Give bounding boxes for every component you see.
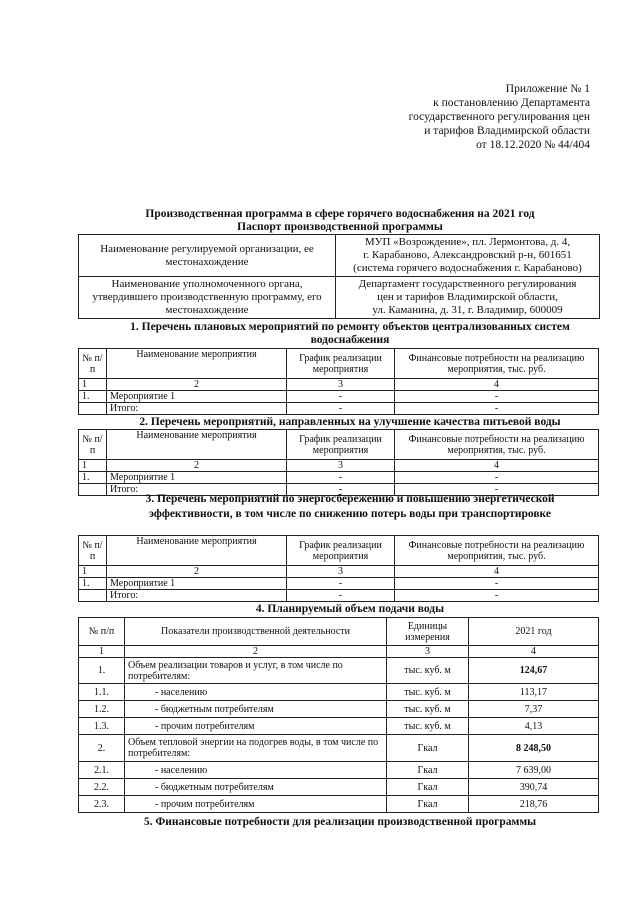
passport-row-org bbox=[79, 235, 600, 277]
row-value: 113,17 bbox=[469, 684, 599, 701]
section-3-title-line-1: 3. Перечень мероприятий по энергосбережению и повышению энергетической bbox=[145, 493, 555, 505]
passport-title: Паспорт производственной программы bbox=[237, 221, 443, 233]
row-num: 1. bbox=[79, 391, 107, 403]
row-num: 2. bbox=[79, 735, 125, 762]
row-value: 218,76 bbox=[469, 796, 599, 813]
total-schedule: - bbox=[287, 403, 395, 415]
row-num: 1. bbox=[79, 578, 107, 590]
row-schedule: - bbox=[287, 391, 395, 403]
row-num: 1. bbox=[79, 658, 125, 684]
row-value: 7 639,00 bbox=[469, 762, 599, 779]
total-row bbox=[79, 403, 599, 415]
col-number: 3 bbox=[287, 566, 395, 578]
col-number: 4 bbox=[395, 566, 599, 578]
col-number: 2 bbox=[107, 460, 287, 472]
header-schedule: График реализации мероприятия bbox=[287, 536, 395, 566]
passport-org-value bbox=[336, 235, 600, 277]
table-row bbox=[79, 735, 599, 762]
table-header-row bbox=[79, 536, 599, 566]
row-value: 4,13 bbox=[469, 718, 599, 735]
row-unit: тыс. куб. м bbox=[387, 658, 469, 684]
column-number-row bbox=[79, 379, 599, 391]
total-finance: - bbox=[395, 484, 599, 496]
program-title: Производственная программа в сфере горячего водоснабжения на 2021 год bbox=[145, 208, 535, 220]
col-number: 3 bbox=[387, 646, 469, 658]
row-indicator: - прочим потребителям bbox=[125, 796, 387, 813]
header-finance: Финансовые потребности на реализацию мероприятия, тыс. руб. bbox=[395, 536, 599, 566]
table-row bbox=[79, 701, 599, 718]
row-num: 2.1. bbox=[79, 762, 125, 779]
total-label: Итого: bbox=[107, 484, 287, 496]
table-row bbox=[79, 684, 599, 701]
row-value: 390,74 bbox=[469, 779, 599, 796]
row-indicator: Объем тепловой энергии на подогрев воды, в том числе по потребителям: bbox=[125, 735, 387, 762]
row-unit: Гкал bbox=[387, 779, 469, 796]
header-indicator: Показатели производственной деятельности bbox=[125, 618, 387, 646]
row-indicator: Объем реализации товаров и услуг, в том числе по потребителям: bbox=[125, 658, 387, 684]
col-number: 2 bbox=[107, 566, 287, 578]
org-value-line: (система горячего водоснабжения г. Карабаново) bbox=[353, 262, 582, 274]
column-number-row bbox=[79, 460, 599, 472]
header-finance: Финансовые потребности на реализацию мероприятия, тыс. руб. bbox=[395, 430, 599, 460]
auth-value-line: цен и тарифов Владимирской области, bbox=[377, 291, 558, 303]
header-name: Наименование мероприятия bbox=[107, 430, 287, 460]
row-name: Мероприятие 1 bbox=[107, 578, 287, 590]
header-schedule: График реализации мероприятия bbox=[287, 349, 395, 379]
col-number: 3 bbox=[287, 460, 395, 472]
passport-auth-label: Наименование уполномоченного органа, утвердившего производственную программу, его местонахождение bbox=[79, 277, 336, 319]
header-name: Наименование мероприятия bbox=[107, 349, 287, 379]
table-row bbox=[79, 472, 599, 484]
appendix-line: государственного регулирования цен bbox=[408, 111, 590, 123]
total-label: Итого: bbox=[107, 590, 287, 602]
col-number: 1 bbox=[79, 460, 107, 472]
row-unit: тыс. куб. м bbox=[387, 718, 469, 735]
row-finance: - bbox=[395, 578, 599, 590]
row-value: 8 248,50 bbox=[469, 735, 599, 762]
col-number: 2 bbox=[125, 646, 387, 658]
header-num: № п/п bbox=[79, 430, 107, 460]
row-num: 1.1. bbox=[79, 684, 125, 701]
total-num-empty bbox=[79, 403, 107, 415]
table-row bbox=[79, 658, 599, 684]
section-2-title: 2. Перечень мероприятий, направленных на улучшение качества питьевой воды bbox=[139, 416, 561, 428]
header-name: Наименование мероприятия bbox=[107, 536, 287, 566]
passport-table bbox=[78, 234, 600, 319]
section-1-title: 1. Перечень плановых мероприятий по ремонту объектов централизованных систем водоснабжения bbox=[130, 321, 570, 346]
total-finance: - bbox=[395, 590, 599, 602]
table-row bbox=[79, 718, 599, 735]
row-value: 124,67 bbox=[469, 658, 599, 684]
row-indicator: - бюджетным потребителям bbox=[125, 779, 387, 796]
total-row bbox=[79, 590, 599, 602]
header-year: 2021 год bbox=[469, 618, 599, 646]
row-num: 1.2. bbox=[79, 701, 125, 718]
row-unit: Гкал bbox=[387, 796, 469, 813]
section-1-table bbox=[78, 348, 599, 415]
row-schedule: - bbox=[287, 472, 395, 484]
section-2-table bbox=[78, 429, 599, 496]
header-num: № п/п bbox=[79, 618, 125, 646]
header-schedule: График реализации мероприятия bbox=[287, 430, 395, 460]
appendix-line: Приложение № 1 bbox=[505, 83, 590, 95]
table-header-row bbox=[79, 349, 599, 379]
table-row bbox=[79, 779, 599, 796]
section-3-title-line-2: эффективности, в том числе по снижению потерь воды при транспортировке bbox=[149, 508, 551, 520]
row-indicator: - прочим потребителям bbox=[125, 718, 387, 735]
passport-auth-value bbox=[336, 277, 600, 319]
appendix-block bbox=[380, 82, 590, 152]
table-row bbox=[79, 762, 599, 779]
auth-value-line: ул. Каманина, д. 31, г. Владимир, 600009 bbox=[372, 304, 563, 316]
col-number: 1 bbox=[79, 566, 107, 578]
header-finance: Финансовые потребности на реализацию мероприятия, тыс. руб. bbox=[395, 349, 599, 379]
col-number: 4 bbox=[395, 460, 599, 472]
appendix-line: от 18.12.2020 № 44/404 bbox=[476, 139, 590, 151]
appendix-line: к постановлению Департамента bbox=[433, 97, 590, 109]
total-num-empty bbox=[79, 590, 107, 602]
col-number: 2 bbox=[107, 379, 287, 391]
row-unit: Гкал bbox=[387, 762, 469, 779]
row-name: Мероприятие 1 bbox=[107, 391, 287, 403]
row-indicator: - населению bbox=[125, 762, 387, 779]
org-value-line: г. Карабаново, Александровский р-н, 601651 bbox=[363, 249, 572, 261]
col-number: 4 bbox=[469, 646, 599, 658]
header-num: № п/п bbox=[79, 349, 107, 379]
volume-header-row bbox=[79, 618, 599, 646]
col-number: 4 bbox=[395, 379, 599, 391]
total-schedule: - bbox=[287, 484, 395, 496]
volume-table bbox=[78, 617, 599, 813]
header-units: Единицы измерения bbox=[387, 618, 469, 646]
row-indicator: - населению bbox=[125, 684, 387, 701]
row-schedule: - bbox=[287, 578, 395, 590]
row-finance: - bbox=[395, 472, 599, 484]
table-row bbox=[79, 578, 599, 590]
row-num: 1. bbox=[79, 472, 107, 484]
row-unit: тыс. куб. м bbox=[387, 701, 469, 718]
total-label: Итого: bbox=[107, 403, 287, 415]
row-value: 7,37 bbox=[469, 701, 599, 718]
row-unit: Гкал bbox=[387, 735, 469, 762]
section-5-title: 5. Финансовые потребности для реализации производственной программы bbox=[143, 816, 537, 828]
row-num: 2.2. bbox=[79, 779, 125, 796]
table-header-row bbox=[79, 430, 599, 460]
row-num: 2.3. bbox=[79, 796, 125, 813]
table-row bbox=[79, 391, 599, 403]
passport-row-authority bbox=[79, 277, 600, 319]
row-unit: тыс. куб. м bbox=[387, 684, 469, 701]
row-num: 1.3. bbox=[79, 718, 125, 735]
section-4-title: 4. Планируемый объем подачи воды bbox=[255, 603, 445, 615]
passport-org-label: Наименование регулируемой организации, ее местонахождение bbox=[79, 235, 336, 277]
col-number: 1 bbox=[79, 379, 107, 391]
row-name: Мероприятие 1 bbox=[107, 472, 287, 484]
column-number-row bbox=[79, 566, 599, 578]
column-number-row bbox=[79, 646, 599, 658]
col-number: 1 bbox=[79, 646, 125, 658]
total-finance: - bbox=[395, 403, 599, 415]
auth-value-line: Департамент государственного регулирования bbox=[358, 278, 577, 290]
appendix-line: и тарифов Владимирской области bbox=[424, 125, 590, 137]
org-value-line: МУП «Возрождение», пл. Лермонтова, д. 4, bbox=[364, 236, 571, 248]
col-number: 3 bbox=[287, 379, 395, 391]
table-row bbox=[79, 796, 599, 813]
row-indicator: - бюджетным потребителям bbox=[125, 701, 387, 718]
section-3-table bbox=[78, 535, 599, 602]
row-finance: - bbox=[395, 391, 599, 403]
total-schedule: - bbox=[287, 590, 395, 602]
header-num: № п/п bbox=[79, 536, 107, 566]
